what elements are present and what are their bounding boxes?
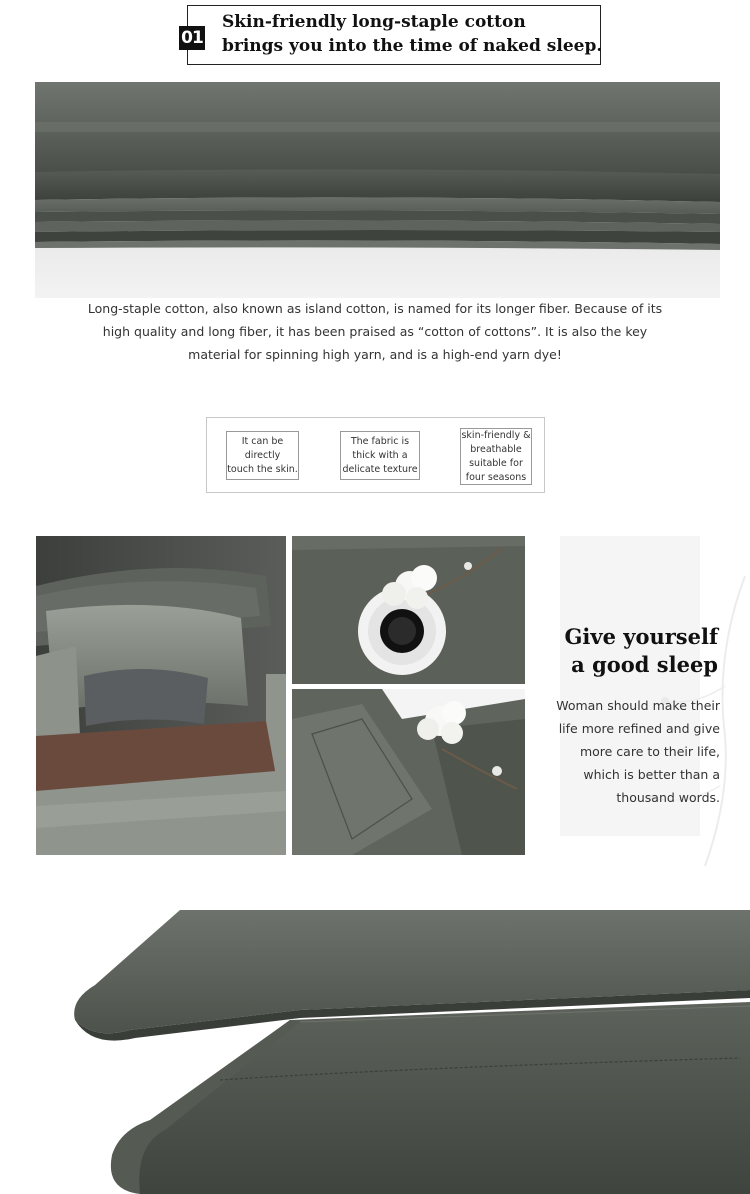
feature-line: The fabric is [350,436,410,447]
feature-line: delicate texture [342,464,418,475]
feature-line: touch the skin. [227,464,298,475]
feature-line: It can be [241,436,284,447]
feature-line: breathable [470,444,522,455]
section-title-line-1: Skin-friendly long-staple cotton [222,12,526,32]
feature-line: four seasons [465,472,527,483]
fabric-description: Long-staple cotton, also known as island cotton, is named for its longer fiber. Because of its high quality and long fiber, it has been praised as “cotton of cottons”. It is also the key material for spinning high yarn, and is a high-end yarn dye! [87,301,663,362]
folded-fabric-image [35,82,720,298]
cotton-sheet-photo [292,689,525,855]
feature-line: thick with a [352,450,408,461]
slogan-line-2: a good sleep [571,652,718,677]
slogan-body: Woman should make their life more refined and give more care to their life, which is better than a thousand words. [556,698,720,805]
feature-item [460,428,532,485]
feature-line: skin-friendly & [461,430,531,441]
feature-item [340,431,420,480]
feature-line: suitable for [469,458,523,469]
slogan-line-1: Give yourself [564,624,718,649]
section-number-badge: 01 [179,26,205,50]
section-title-line-2: brings you into the time of naked sleep. [222,36,603,56]
bed-photo [36,536,286,855]
feature-item [226,431,299,480]
cotton-cup-photo [292,536,525,684]
pillowcase-edge-image [0,890,750,1194]
feature-line: directly [244,450,281,461]
